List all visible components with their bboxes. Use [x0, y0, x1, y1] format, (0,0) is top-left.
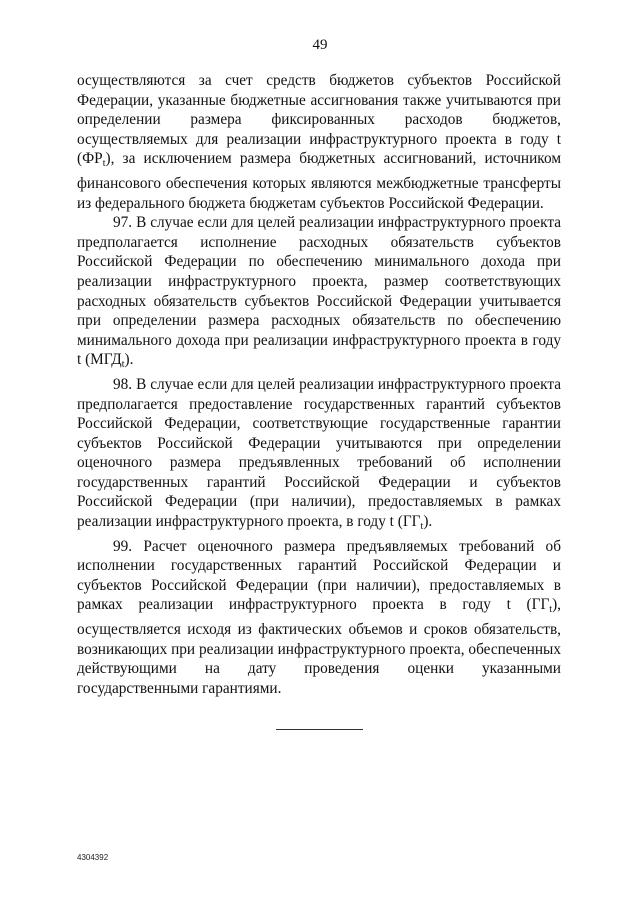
subscript: t: [102, 158, 106, 170]
document-code: 4304392: [77, 853, 109, 862]
paragraph-97: [77, 213, 561, 375]
paragraph-text-end: ), осуществляется исходя из фактических объемов и сроков обязательств, возникающих при реализации инфраструктурного проекта, обеспеченных действующими на дату проведения оценки указанными государственными гарантиями.: [77, 596, 561, 697]
paragraph-text: 99. Расчет оценочного размера предъявляемых требований об исполнении государственных гарантий Российской Федерации и субъектов Российской Федерации (при наличии), предоставляемых в рамках реализации инфраструктурного проекта в году t (ГГ: [77, 537, 561, 614]
paragraph-text-end: ), за исключением размера бюджетных ассигнований, источником финансового обеспечения которых являются межбюджетные трансферты из федерального бюджета бюджетам субъектов Российской Федерации.: [77, 150, 561, 212]
page-number: 49: [312, 37, 328, 53]
subscript: t: [420, 521, 424, 533]
paragraph-text-end: ).: [124, 351, 134, 369]
paragraph-text: осуществляются за счет средств бюджетов субъектов Российской Федерации, указанные бюджетные ассигнования также учитываются при определении размера фиксированных расходов бюджетов, осуществляемых для реализации инфраструктурного проекта в году t (ФР: [77, 72, 561, 168]
document-body: [77, 71, 561, 698]
subscript: t: [121, 359, 125, 371]
paragraph-99: [77, 537, 561, 699]
subscript: t: [549, 604, 553, 616]
paragraph-text-end: ).: [423, 513, 433, 531]
section-divider: [276, 729, 363, 730]
paragraph-98: [77, 375, 561, 537]
paragraph-text: 98. В случае если для целей реализации инфраструктурного проекта предполагается предоставление государственных гарантий субъектов Российской Федерации, соответствующие государственные гарантии субъектов Российской Федерации учитываются при определении оценочного размера предъявленных требований об исполнении государственных гарантий Российской Федерации и субъектов Российской Федерации (при наличии), предоставляемых в рамках реализации инфраструктурного проекта, в году t (ГГ: [77, 375, 561, 531]
paragraph-text: 97. В случае если для целей реализации инфраструктурного проекта предполагается исполнение расходных обязательств субъектов Российской Федерации по обеспечению минимального дохода при реализации инфраструктурного проекта, размер соответствующих расходных обязательств субъектов Российской Федерации учитывается при определении размера расходных обязательств по обеспечению минимального дохода при реализации инфраструктурного проекта в году t (МГД: [77, 214, 561, 369]
paragraph-continuation: [77, 71, 561, 213]
